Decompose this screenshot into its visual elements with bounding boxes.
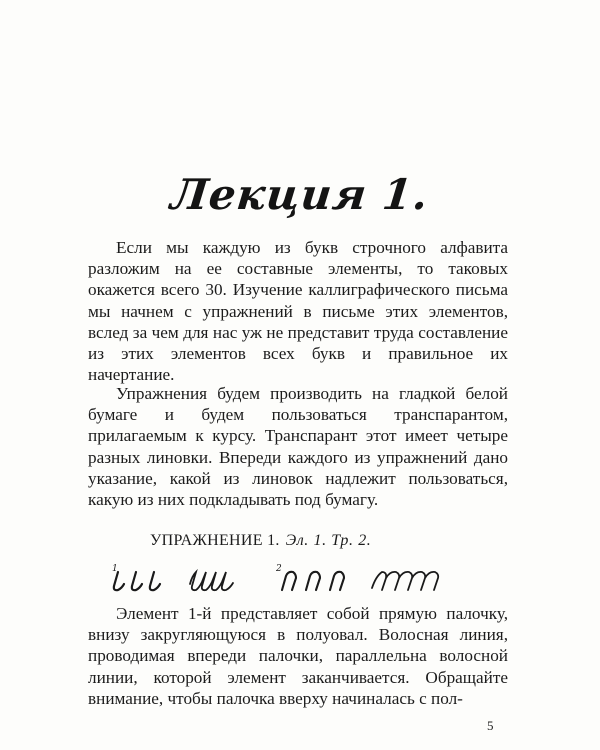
exercise-reference: Эл. 1. Тр. 2. [285, 532, 372, 549]
lecture-title-block [150, 160, 450, 230]
exercise-title: УПРАЖНЕНИЕ 1. [150, 532, 280, 549]
exercise-mark-1: 1 [112, 564, 118, 574]
paragraph-3 [88, 603, 508, 709]
calligraphy-exercise-strokes [110, 562, 500, 594]
paragraph-1 [88, 237, 508, 385]
element-stroke-group-1 [114, 572, 160, 590]
lecture-title: Лекция 1. [168, 170, 432, 219]
element-stroke-group-4 [372, 572, 438, 590]
paragraph-2 [88, 383, 508, 510]
paragraph-1-text: Если мы каждую из букв строчного алфавита разложим на ее составные элементы, то таковых окажется всего 30. Изучение каллиграфического письма мы начнем с упражнений в письме этих элементов, вслед за чем для нас уж не представит труда составление из этих элементов всех букв и правильное их начертание. [88, 238, 508, 385]
element-stroke-group-3 [282, 572, 344, 590]
page-number: 5 [487, 718, 494, 733]
paragraph-3-text: Элемент 1-й представляет собой прямую палочку, внизу закругляющуюся в полуовал. Волосная линия, проводимая впереди палочки, параллельна волосной линии, которой элемент заканчивается. Обращайте внимание, чтобы палочка вверху начиналась с пол- [88, 604, 508, 708]
exercise-heading [150, 531, 470, 551]
exercise-mark-2: 2 [276, 564, 282, 574]
element-stroke-group-2 [190, 572, 233, 590]
paragraph-2-text: Упражнения будем производить на гладкой белой бумаге и будем пользоваться транспарантом, прилагаемым к курсу. Транспарант этот имеет четыре разных линовки. Впереди каждого из упражнений дано указание, какой из линовок надлежит пользоваться, какую из них подкладывать под бумагу. [88, 384, 508, 510]
